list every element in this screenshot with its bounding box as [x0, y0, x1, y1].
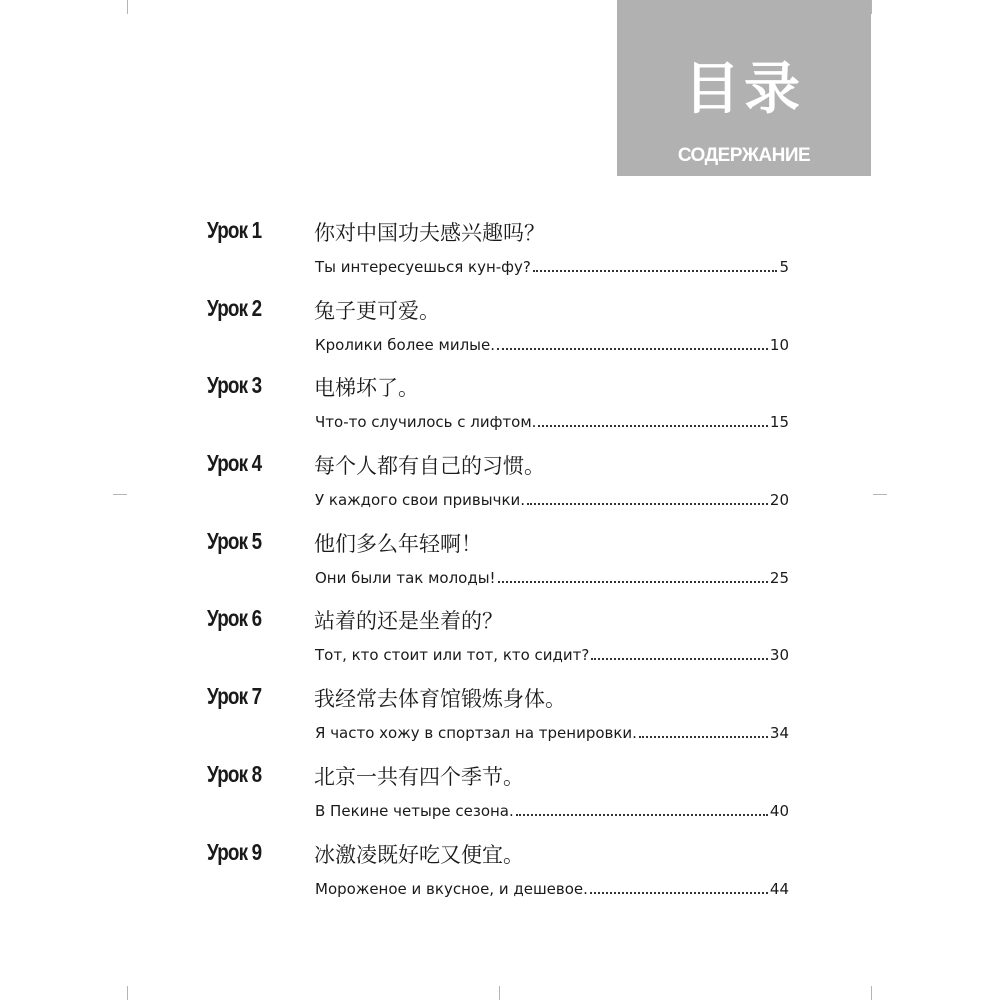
- lesson-subtitle-line: [315, 800, 789, 820]
- lesson-entry[interactable]: [0, 528, 1000, 598]
- lesson-label: Урок 3: [207, 372, 262, 398]
- header-title: 目录: [684, 57, 804, 122]
- lesson-label: Урок 9: [207, 839, 262, 865]
- dot-leader: [516, 814, 768, 816]
- dot-leader: [590, 892, 768, 894]
- lesson-label: Урок 2: [207, 295, 262, 321]
- lesson-page-number: 5: [779, 258, 789, 276]
- dot-leader: [498, 581, 768, 583]
- dot-leader: [538, 425, 767, 427]
- lesson-entry[interactable]: [0, 683, 1000, 753]
- lesson-page-number: 30: [769, 646, 789, 664]
- lesson-russian-title: Ты интересуешься кун-фу?: [315, 258, 531, 276]
- lesson-russian-title: У каждого свои привычки.: [315, 491, 526, 509]
- lesson-subtitle-line: [315, 256, 789, 276]
- lesson-chinese-title: 北京一共有四个季节。: [314, 765, 524, 789]
- lesson-subtitle-line: [315, 411, 789, 431]
- dot-leader: [527, 503, 768, 505]
- header-subtitle: СОДЕРЖАНИЕ: [677, 145, 811, 166]
- lesson-label: Урок 1: [207, 217, 262, 243]
- lesson-entry[interactable]: [0, 605, 1000, 675]
- lesson-chinese-title: 你对中国功夫感兴趣吗？: [314, 221, 545, 245]
- lesson-russian-title: Кролики более милые.: [315, 336, 495, 354]
- lesson-chinese-title: 每个人都有自己的习惯。: [314, 454, 545, 478]
- lesson-chinese-title: 站着的还是坐着的？: [314, 609, 503, 633]
- lesson-label: Урок 6: [207, 605, 262, 631]
- lesson-entry[interactable]: [0, 450, 1000, 520]
- dot-leader: [533, 270, 778, 272]
- lesson-label: Урок 4: [207, 450, 262, 476]
- lesson-chinese-title: 兔子更可爱。: [314, 299, 440, 323]
- lesson-russian-title: Тот, кто стоит или тот, кто сидит?: [315, 646, 590, 664]
- lesson-page-number: 10: [769, 336, 789, 354]
- lesson-russian-title: В Пекине четыре сезона.: [315, 802, 514, 820]
- lesson-page-number: 44: [769, 880, 789, 898]
- lesson-subtitle-line: [315, 878, 789, 898]
- lesson-label: Урок 7: [207, 683, 262, 709]
- lesson-entry[interactable]: [0, 372, 1000, 442]
- lesson-russian-title: Что-то случилось с лифтом.: [315, 413, 537, 431]
- lesson-entry[interactable]: [0, 295, 1000, 365]
- lesson-russian-title: Они были так молоды!: [315, 569, 496, 587]
- lesson-chinese-title: 我经常去体育馆锻炼身体。: [314, 687, 566, 711]
- lesson-subtitle-line: [315, 334, 789, 354]
- lesson-page-number: 15: [769, 413, 789, 431]
- lesson-chinese-title: 电梯坏了。: [314, 376, 419, 400]
- lesson-subtitle-line: [315, 489, 789, 509]
- lesson-entry[interactable]: [0, 839, 1000, 909]
- lesson-russian-title: Я часто хожу в спортзал на тренировки.: [315, 724, 637, 742]
- lesson-chinese-title: 冰激凌既好吃又便宜。: [314, 843, 524, 867]
- dot-leader: [639, 736, 768, 738]
- lesson-russian-title: Мороженое и вкусное, и дешевое.: [315, 880, 588, 898]
- lesson-subtitle-line: [315, 722, 789, 742]
- lesson-label: Урок 8: [207, 761, 262, 787]
- lesson-page-number: 25: [769, 569, 789, 587]
- lesson-entry[interactable]: [0, 761, 1000, 831]
- lesson-subtitle-line: [315, 567, 789, 587]
- lesson-page-number: 34: [769, 724, 789, 742]
- lesson-label: Урок 5: [207, 528, 262, 554]
- lesson-entry[interactable]: [0, 217, 1000, 287]
- dot-leader: [591, 658, 768, 660]
- lesson-chinese-title: 他们多么年轻啊！: [314, 532, 482, 556]
- lesson-page-number: 40: [769, 802, 789, 820]
- lesson-subtitle-line: [315, 644, 789, 664]
- lesson-page-number: 20: [769, 491, 789, 509]
- dot-leader: [497, 348, 768, 350]
